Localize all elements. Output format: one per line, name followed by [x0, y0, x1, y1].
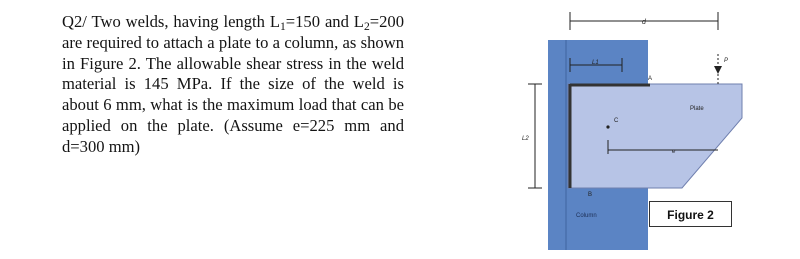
- l2-label: L2: [522, 136, 529, 142]
- plate-label: Plate: [690, 106, 704, 112]
- l1-label: L1: [592, 60, 599, 66]
- figure-caption: Figure 2: [649, 201, 732, 227]
- question-body: =200 are required to attach a plate to a column, as shown in Figure 2. The allowable shear stress in the weld material is 145 MPa. If the size of the weld is about 6 mm, what is the maximum load that can be applied on the plate. (Assume e=225 mm and d=300 mm): [62, 12, 404, 156]
- load-p-label: P: [724, 58, 729, 64]
- centroid-point: [606, 125, 609, 128]
- point-b-label: B: [588, 192, 593, 198]
- subscript-1: 1: [279, 19, 286, 33]
- column-label: Column: [576, 213, 597, 219]
- question-line1b: =150: [285, 12, 321, 31]
- load-arrow: [714, 66, 722, 74]
- e-label: e: [672, 149, 676, 155]
- question-line2a: and L: [324, 12, 364, 31]
- point-a-label: A: [648, 76, 653, 82]
- question-line1: Q2/ Two welds, having length L: [62, 12, 280, 31]
- d-label: d: [642, 19, 646, 26]
- subscript-2: 2: [363, 19, 370, 33]
- plate: [568, 84, 742, 188]
- question-text: [62, 12, 404, 158]
- point-c-label: C: [614, 118, 619, 124]
